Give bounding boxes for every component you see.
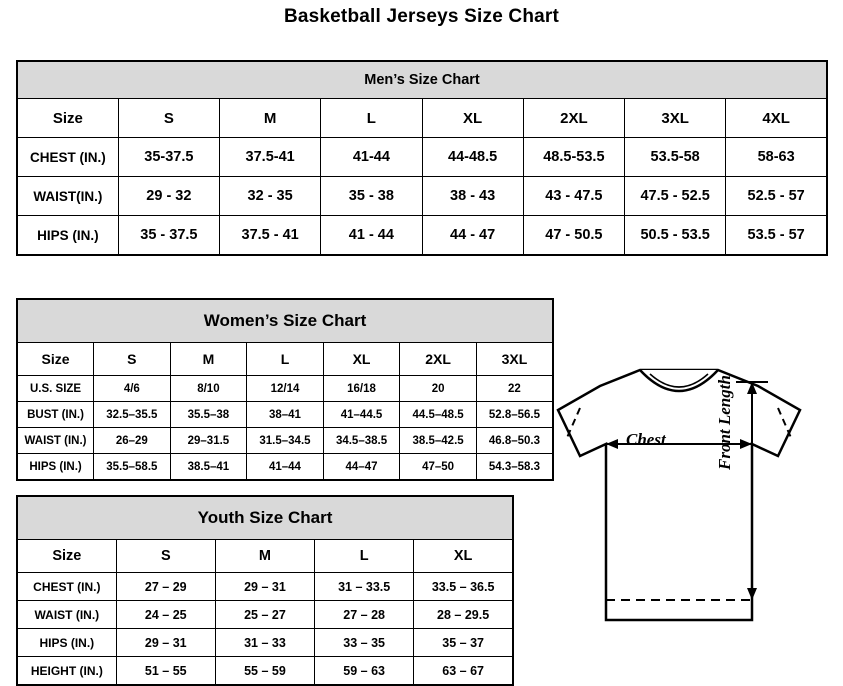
column-header-2xl: 2XL (523, 99, 624, 138)
cell-waist-s: 26–29 (94, 428, 171, 454)
column-header-l: L (315, 540, 414, 573)
cell-chest-xl: 33.5 – 36.5 (414, 573, 513, 601)
table-row (17, 177, 827, 216)
cell-hips-xl: 44–47 (323, 454, 400, 481)
table-row (17, 573, 513, 601)
cell-hips-s: 29 – 31 (116, 629, 215, 657)
cell-chest-s: 35-37.5 (118, 138, 219, 177)
row-label-waist: WAIST (IN.) (17, 428, 94, 454)
cell-height-l: 59 – 63 (315, 657, 414, 686)
table-row (17, 402, 553, 428)
column-header-4xl: 4XL (726, 99, 827, 138)
cell-chest-l: 41-44 (321, 138, 422, 177)
column-header-size: Size (17, 540, 116, 573)
cell-hips-l: 33 – 35 (315, 629, 414, 657)
table-row (17, 376, 553, 402)
cell-ussize-m: 8/10 (170, 376, 247, 402)
chest-label: Chest (626, 430, 666, 449)
front-length-label: Front Length (715, 375, 734, 470)
column-header-2xl: 2XL (400, 343, 477, 376)
column-header-l: L (247, 343, 324, 376)
cell-ussize-s: 4/6 (94, 376, 171, 402)
cell-hips-m: 37.5 - 41 (220, 216, 321, 256)
cell-bust-s: 32.5–35.5 (94, 402, 171, 428)
row-label-hips: HIPS (IN.) (17, 216, 118, 256)
cell-hips-2xl: 47 - 50.5 (523, 216, 624, 256)
row-label-chest: CHEST (IN.) (17, 573, 116, 601)
cell-waist-l: 35 - 38 (321, 177, 422, 216)
table-row (17, 138, 827, 177)
cell-hips-xl: 44 - 47 (422, 216, 523, 256)
cell-chest-3xl: 53.5-58 (625, 138, 726, 177)
cell-waist-s: 24 – 25 (116, 601, 215, 629)
cell-ussize-2xl: 20 (400, 376, 477, 402)
shirt-outline (558, 370, 800, 620)
column-header-s: S (116, 540, 215, 573)
cell-waist-2xl: 43 - 47.5 (523, 177, 624, 216)
cell-hips-4xl: 53.5 - 57 (726, 216, 827, 256)
column-header-xl: XL (414, 540, 513, 573)
mens-chart-title: Men’s Size Chart (17, 61, 827, 99)
cell-waist-2xl: 38.5–42.5 (400, 428, 477, 454)
row-label-chest: CHEST (IN.) (17, 138, 118, 177)
cell-ussize-xl: 16/18 (323, 376, 400, 402)
jersey-illustration-svg (540, 352, 840, 672)
column-header-xl: XL (422, 99, 523, 138)
cell-waist-l: 31.5–34.5 (247, 428, 324, 454)
cell-hips-2xl: 47–50 (400, 454, 477, 481)
column-header-size: Size (17, 343, 94, 376)
cell-height-xl: 63 – 67 (414, 657, 513, 686)
cell-height-s: 51 – 55 (116, 657, 215, 686)
cell-ussize-3xl: 22 (476, 376, 553, 402)
table-header-row (17, 299, 553, 343)
cell-waist-xl: 34.5–38.5 (323, 428, 400, 454)
table-row (17, 454, 553, 481)
table-row (17, 657, 513, 686)
row-label-waist: WAIST (IN.) (17, 601, 116, 629)
cell-chest-2xl: 48.5-53.5 (523, 138, 624, 177)
cell-waist-3xl: 47.5 - 52.5 (625, 177, 726, 216)
column-header-3xl: 3XL (625, 99, 726, 138)
column-header-l: L (321, 99, 422, 138)
table-row (17, 629, 513, 657)
page-title: Basketball Jerseys Size Chart (283, 6, 560, 27)
row-label-height: HEIGHT (IN.) (17, 657, 116, 686)
column-header-3xl: 3XL (476, 343, 553, 376)
column-header-size: Size (17, 99, 118, 138)
cell-chest-m: 37.5-41 (220, 138, 321, 177)
cell-waist-m: 32 - 35 (220, 177, 321, 216)
cell-waist-s: 29 - 32 (118, 177, 219, 216)
cell-chest-s: 27 – 29 (116, 573, 215, 601)
row-label-waist: WAIST(IN.) (17, 177, 118, 216)
womens-chart-title: Women’s Size Chart (17, 299, 553, 343)
table-row (17, 428, 553, 454)
cell-hips-l: 41 - 44 (321, 216, 422, 256)
womens-size-chart-table (16, 298, 554, 481)
mens-size-chart-table (16, 60, 828, 256)
row-label-hips: HIPS (IN.) (17, 454, 94, 481)
cell-chest-xl: 44-48.5 (422, 138, 523, 177)
cell-hips-3xl: 54.3–58.3 (476, 454, 553, 481)
cell-chest-4xl: 58-63 (726, 138, 827, 177)
cell-waist-xl: 28 – 29.5 (414, 601, 513, 629)
cell-hips-s: 35.5–58.5 (94, 454, 171, 481)
column-header-m: M (170, 343, 247, 376)
row-label-hips: HIPS (IN.) (17, 629, 116, 657)
cell-waist-m: 25 – 27 (215, 601, 314, 629)
column-header-s: S (118, 99, 219, 138)
cell-chest-l: 31 – 33.5 (315, 573, 414, 601)
cell-bust-2xl: 44.5–48.5 (400, 402, 477, 428)
cell-bust-m: 35.5–38 (170, 402, 247, 428)
jersey-measurement-diagram (540, 352, 840, 672)
column-header-xl: XL (323, 343, 400, 376)
cell-height-m: 55 – 59 (215, 657, 314, 686)
cell-waist-4xl: 52.5 - 57 (726, 177, 827, 216)
column-header-m: M (220, 99, 321, 138)
row-label-us-size: U.S. SIZE (17, 376, 94, 402)
cell-hips-s: 35 - 37.5 (118, 216, 219, 256)
cell-ussize-l: 12/14 (247, 376, 324, 402)
cell-bust-3xl: 52.8–56.5 (476, 402, 553, 428)
cell-hips-3xl: 50.5 - 53.5 (625, 216, 726, 256)
table-header-row (17, 496, 513, 540)
cell-hips-xl: 35 – 37 (414, 629, 513, 657)
youth-size-chart-table (16, 495, 514, 686)
row-label-bust: BUST (IN.) (17, 402, 94, 428)
cell-bust-xl: 41–44.5 (323, 402, 400, 428)
table-row (17, 216, 827, 256)
cell-waist-xl: 38 - 43 (422, 177, 523, 216)
cell-hips-l: 41–44 (247, 454, 324, 481)
cell-hips-m: 38.5–41 (170, 454, 247, 481)
cell-hips-m: 31 – 33 (215, 629, 314, 657)
youth-chart-title: Youth Size Chart (17, 496, 513, 540)
table-column-header-row (17, 99, 827, 138)
table-column-header-row (17, 343, 553, 376)
table-column-header-row (17, 540, 513, 573)
cell-waist-m: 29–31.5 (170, 428, 247, 454)
table-row (17, 601, 513, 629)
column-header-m: M (215, 540, 314, 573)
table-header-row (17, 61, 827, 99)
cell-waist-l: 27 – 28 (315, 601, 414, 629)
cell-waist-3xl: 46.8–50.3 (476, 428, 553, 454)
cell-chest-m: 29 – 31 (215, 573, 314, 601)
cell-bust-l: 38–41 (247, 402, 324, 428)
column-header-s: S (94, 343, 171, 376)
